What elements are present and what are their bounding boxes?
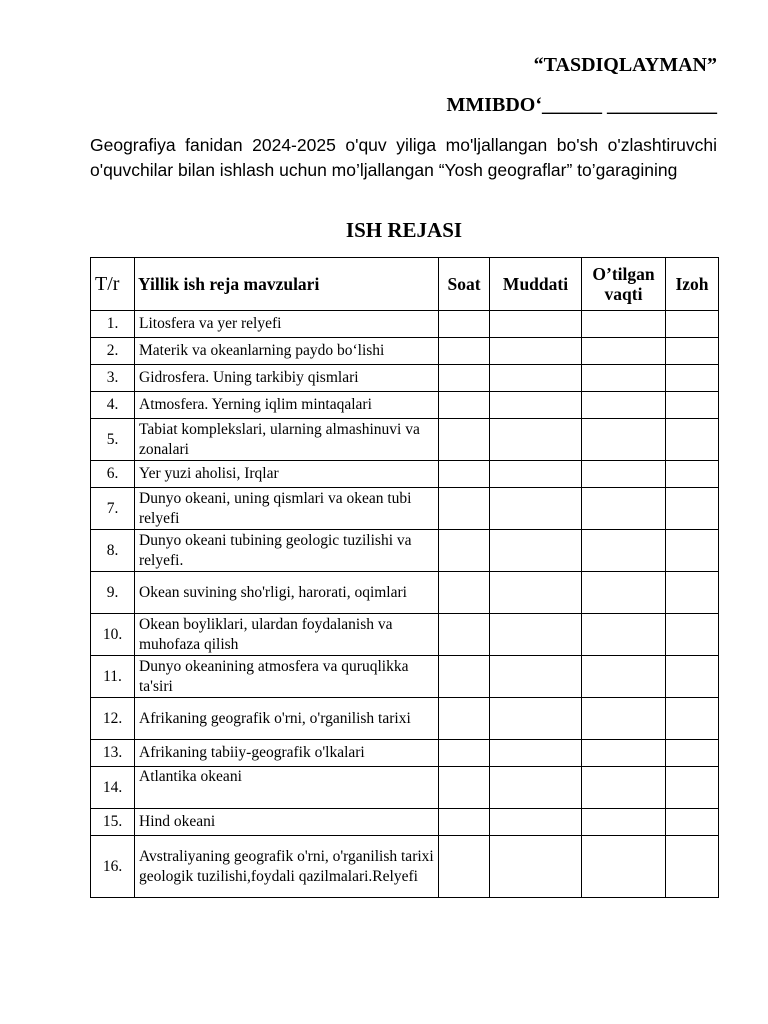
header-topic: Yillik ish reja mavzulari	[135, 258, 439, 311]
table-row	[91, 740, 719, 767]
row-number: 12.	[91, 698, 135, 740]
row-number: 13.	[91, 740, 135, 767]
row-hours-cell	[439, 419, 490, 461]
table-row	[91, 530, 719, 572]
row-deadline-cell	[490, 614, 582, 656]
table-row	[91, 836, 719, 898]
row-topic: Atmosfera. Yerning iqlim mintaqalari	[135, 392, 439, 419]
row-number: 15.	[91, 809, 135, 836]
row-topic: Hind okeani	[135, 809, 439, 836]
table-row	[91, 419, 719, 461]
row-completed-cell	[582, 392, 666, 419]
row-number: 16.	[91, 836, 135, 898]
row-topic: Dunyo okeani, uning qismlari va okean tubi relyefi	[135, 488, 439, 530]
header-note: Izoh	[666, 258, 719, 311]
row-topic: Okean boyliklari, ulardan foydalanish va muhofaza qilish	[135, 614, 439, 656]
row-hours-cell	[439, 365, 490, 392]
table-row	[91, 614, 719, 656]
row-hours-cell	[439, 338, 490, 365]
header-completed-time: O’tilgan vaqti	[582, 258, 666, 311]
row-completed-cell	[582, 836, 666, 898]
row-number: 10.	[91, 614, 135, 656]
row-deadline-cell	[490, 338, 582, 365]
row-note-cell	[666, 614, 719, 656]
row-note-cell	[666, 530, 719, 572]
row-hours-cell	[439, 809, 490, 836]
row-completed-cell	[582, 311, 666, 338]
row-completed-cell	[582, 461, 666, 488]
table-row	[91, 767, 719, 809]
approval-title: “TASDIQLAYMAN”	[533, 54, 717, 76]
row-hours-cell	[439, 740, 490, 767]
row-number: 6.	[91, 461, 135, 488]
row-note-cell	[666, 419, 719, 461]
row-note-cell	[666, 311, 719, 338]
row-topic: Dunyo okeanining atmosfera va quruqlikka ta'siri	[135, 656, 439, 698]
row-topic: Afrikaning tabiiy-geografik o'lkalari	[135, 740, 439, 767]
row-topic: Materik va okeanlarning paydo bo‘lishi	[135, 338, 439, 365]
row-deadline-cell	[490, 572, 582, 614]
table-header-row	[91, 258, 719, 311]
row-hours-cell	[439, 614, 490, 656]
approval-block	[446, 54, 717, 117]
row-number: 7.	[91, 488, 135, 530]
row-hours-cell	[439, 572, 490, 614]
table-row	[91, 656, 719, 698]
row-hours-cell	[439, 392, 490, 419]
row-note-cell	[666, 461, 719, 488]
row-hours-cell	[439, 461, 490, 488]
table-row	[91, 338, 719, 365]
table-row	[91, 365, 719, 392]
row-number: 8.	[91, 530, 135, 572]
row-completed-cell	[582, 530, 666, 572]
row-completed-cell	[582, 572, 666, 614]
row-deadline-cell	[490, 740, 582, 767]
row-deadline-cell	[490, 392, 582, 419]
row-hours-cell	[439, 836, 490, 898]
table-row	[91, 488, 719, 530]
row-note-cell	[666, 338, 719, 365]
header-number: T/r	[91, 258, 135, 311]
row-deadline-cell	[490, 656, 582, 698]
row-hours-cell	[439, 698, 490, 740]
row-number: 3.	[91, 365, 135, 392]
intro-paragraph: Geografiya fanidan 2024-2025 o'quv yiliga mo'ljallangan bo'sh o'zlashtiruvchi o'quvchilar bilan ishlash uchun mo’ljallangan “Yosh geograflar” to’garagining	[90, 135, 717, 180]
row-deadline-cell	[490, 311, 582, 338]
row-number: 1.	[91, 311, 135, 338]
document-title: ISH REJASI	[345, 218, 463, 242]
row-note-cell	[666, 809, 719, 836]
row-topic: Avstraliyaning geografik o'rni, o'rganilish tarixi geologik tuzilishi,foydali qazilmalari.Relyefi	[135, 836, 439, 898]
table-row	[91, 809, 719, 836]
row-note-cell	[666, 392, 719, 419]
row-number: 11.	[91, 656, 135, 698]
table-row	[91, 392, 719, 419]
table-row	[91, 311, 719, 338]
header-hours: Soat	[439, 258, 490, 311]
approval-signature-line: MMIBDO‘______ ___________	[446, 94, 717, 116]
row-note-cell	[666, 488, 719, 530]
row-completed-cell	[582, 614, 666, 656]
header-deadline: Muddati	[490, 258, 582, 311]
row-note-cell	[666, 767, 719, 809]
row-topic: Okean suvining sho'rligi, harorati, oqimlari	[135, 572, 439, 614]
table-row	[91, 572, 719, 614]
row-topic: Tabiat komplekslari, ularning almashinuvi va zonalari	[135, 419, 439, 461]
row-note-cell	[666, 836, 719, 898]
work-plan-table	[90, 257, 719, 898]
row-deadline-cell	[490, 698, 582, 740]
row-completed-cell	[582, 740, 666, 767]
row-topic: Litosfera va yer relyefi	[135, 311, 439, 338]
row-deadline-cell	[490, 365, 582, 392]
row-number: 4.	[91, 392, 135, 419]
row-completed-cell	[582, 809, 666, 836]
row-deadline-cell	[490, 836, 582, 898]
row-topic: Yer yuzi aholisi, Irqlar	[135, 461, 439, 488]
row-topic: Gidrosfera. Uning tarkibiy qismlari	[135, 365, 439, 392]
row-number: 9.	[91, 572, 135, 614]
row-number: 2.	[91, 338, 135, 365]
row-number: 5.	[91, 419, 135, 461]
row-topic: Atlantika okeani	[135, 767, 439, 809]
row-note-cell	[666, 740, 719, 767]
row-completed-cell	[582, 338, 666, 365]
row-deadline-cell	[490, 419, 582, 461]
row-completed-cell	[582, 767, 666, 809]
row-completed-cell	[582, 365, 666, 392]
row-hours-cell	[439, 488, 490, 530]
row-note-cell	[666, 572, 719, 614]
table-row	[91, 461, 719, 488]
row-completed-cell	[582, 419, 666, 461]
row-topic: Afrikaning geografik o'rni, o'rganilish tarixi	[135, 698, 439, 740]
row-note-cell	[666, 365, 719, 392]
row-hours-cell	[439, 311, 490, 338]
row-number: 14.	[91, 767, 135, 809]
row-note-cell	[666, 698, 719, 740]
row-deadline-cell	[490, 530, 582, 572]
row-completed-cell	[582, 698, 666, 740]
row-deadline-cell	[490, 488, 582, 530]
table-row	[91, 698, 719, 740]
row-completed-cell	[582, 656, 666, 698]
row-deadline-cell	[490, 767, 582, 809]
row-hours-cell	[439, 767, 490, 809]
row-deadline-cell	[490, 809, 582, 836]
row-topic: Dunyo okeani tubining geologic tuzilishi va relyefi.	[135, 530, 439, 572]
row-hours-cell	[439, 530, 490, 572]
row-note-cell	[666, 656, 719, 698]
row-hours-cell	[439, 656, 490, 698]
row-completed-cell	[582, 488, 666, 530]
row-deadline-cell	[490, 461, 582, 488]
